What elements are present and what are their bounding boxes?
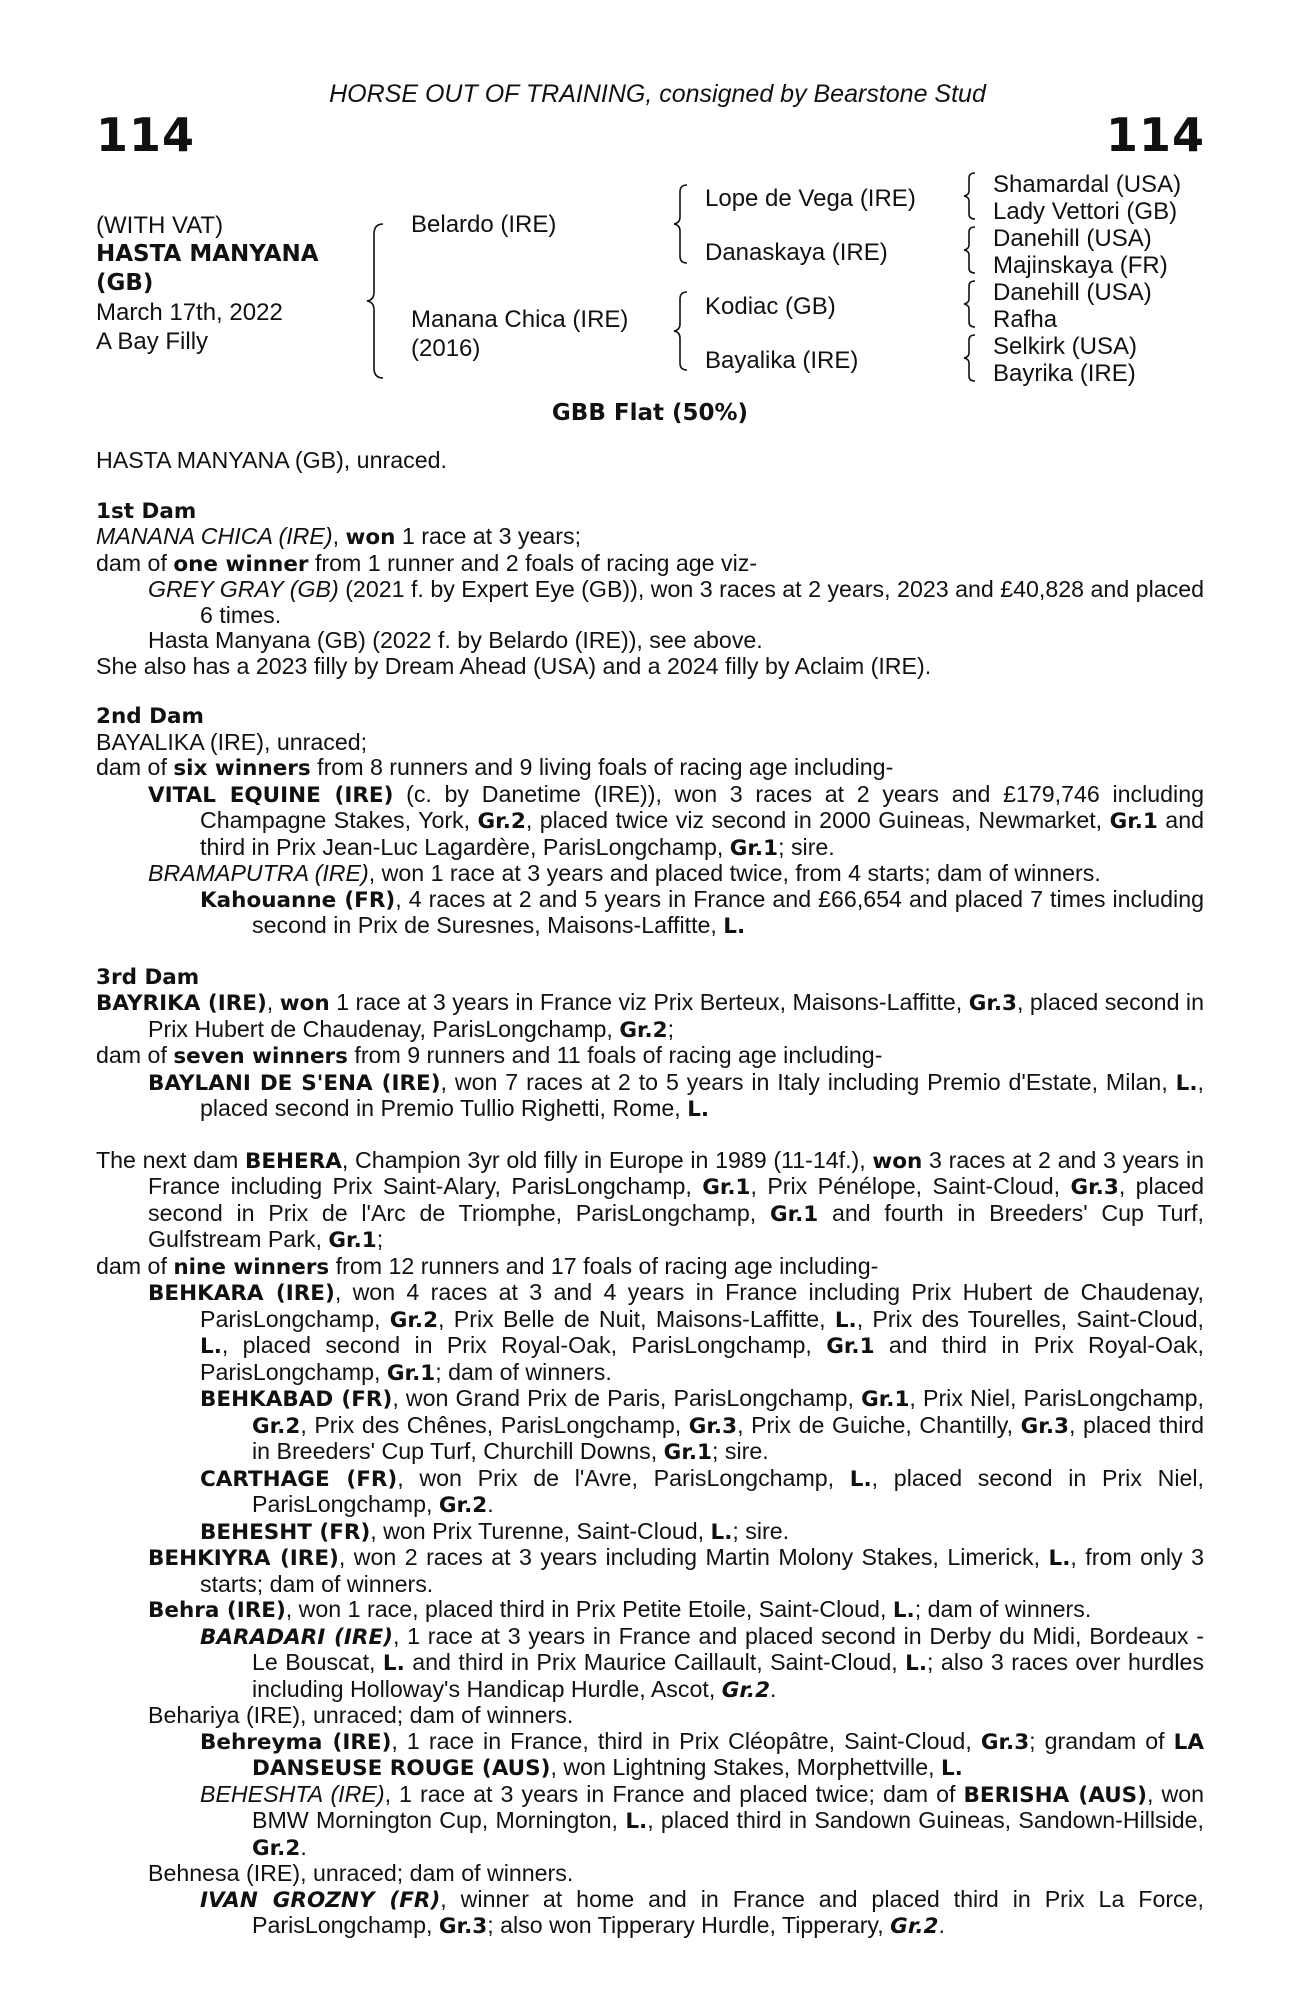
sire-sire: Lope de Vega (IRE) <box>705 185 916 212</box>
second-dam-heading: 2nd Dam <box>96 704 204 729</box>
gbb-flat-note: GBB Flat (50%) <box>551 400 749 426</box>
dam-sire-dam: Rafha <box>993 306 1058 333</box>
produce-behkiyra: BEHKIYRA (IRE), won 2 races at 3 years including Martin Molony Stakes, Limerick, L., from only 3 starts; dam of winners. <box>148 1544 1204 1597</box>
third-dam-produce: dam of seven winners from 9 runners and 11 foals of racing age including- <box>96 1042 883 1069</box>
horse-country: (GB) <box>96 270 154 296</box>
produce-behnesa: Behnesa (IRE), unraced; dam of winners. <box>148 1860 574 1886</box>
sire: Belardo (IRE) <box>411 211 557 238</box>
catalogue-body <box>96 448 1204 1940</box>
produce-vital-equine: VITAL EQUINE (IRE) (c. by Danetime (IRE)), won 3 races at 2 years and £179,746 including Champagne Stakes, York, Gr.2, placed twice viz second in 2000 Guineas, Newmarket, Gr.1 and third in Prix Jean-Luc Lagardère, ParisLongchamp, Gr.1; sire. <box>148 780 1204 861</box>
first-dam-heading: 1st Dam <box>96 498 197 524</box>
pedigree-brace-6 <box>962 279 980 329</box>
pedigree-brace-3 <box>672 290 692 372</box>
produce-ivan-grozny: IVAN GROZNY (FR), winner at home and in France and placed third in Prix La Force, ParisLongchamp, Gr.3; also won Tipperary Hurdle, Tipperary, Gr.2. <box>200 1885 1204 1939</box>
vat-note: (WITH VAT) <box>96 212 224 239</box>
produce-behra: Behra (IRE), won 1 race, placed third in Prix Petite Etoile, Saint-Cloud, L.; dam of winners. <box>148 1596 1092 1623</box>
produce-baylani: BAYLANI DE S'ENA (IRE), won 7 races at 2 to 5 years in Italy including Premio d'Estate, Milan, L., placed second in Premio Tullio Righetti, Rome, L. <box>148 1068 1204 1122</box>
third-dam-summary: BAYRIKA (IRE), won 1 race at 3 years in France viz Prix Berteux, Maisons-Laffitte, Gr.3, placed second in Prix Hubert de Chaudenay, ParisLongchamp, Gr.2; <box>96 989 1204 1043</box>
second-dam-summary: BAYALIKA (IRE), unraced; <box>96 728 368 755</box>
produce-grey-gray: GREY GRAY (GB) (2021 f. by Expert Eye (GB)), won 3 races at 2 years, 2023 and £40,828 and placed 6 times. <box>148 576 1205 628</box>
dam-sire: Kodiac (GB) <box>705 293 836 320</box>
pedigree-brace-7 <box>962 333 980 383</box>
third-dam-heading: 3rd Dam <box>96 964 200 990</box>
first-dam-summary: MANANA CHICA (IRE), won 1 race at 3 years; <box>96 523 582 550</box>
dam-dam-sire: Selkirk (USA) <box>993 333 1138 360</box>
lot-number-right: 114 <box>1105 108 1205 162</box>
consignment-line: HORSE OUT OF TRAINING, consigned by Bearstone Stud <box>329 80 986 108</box>
second-dam-produce: dam of six winners from 8 runners and 9 living foals of racing age including- <box>96 754 894 781</box>
dam-sire-sire: Danehill (USA) <box>993 279 1152 306</box>
produce-bramaputra: BRAMAPUTRA (IRE), won 1 race at 3 years and placed twice, from 4 starts; dam of winners. <box>148 860 1101 886</box>
sire-sire-dam: Lady Vettori (GB) <box>993 198 1178 225</box>
dam-year: (2016) <box>411 335 481 362</box>
dam-dam-dam: Bayrika (IRE) <box>993 360 1136 387</box>
produce-baradari: BARADARI (IRE), 1 race at 3 years in France and placed second in Derby du Midi, Bordeaux - Le Bouscat, L. and third in Prix Maurice Caillault, Saint-Cloud, L.; also 3 races over hurdles including Holloway's Handicap Hurdle, Ascot, Gr.2. <box>200 1622 1205 1703</box>
horse-details <box>96 211 319 356</box>
produce-behariya: Behariya (IRE), unraced; dam of winners. <box>148 1702 574 1728</box>
first-dam-produce: dam of one winner from 1 runner and 2 foals of racing age viz- <box>96 549 758 577</box>
produce-hasta-manyana: Hasta Manyana (GB) (2022 f. by Belardo (IRE)), see above. <box>148 627 763 653</box>
pedigree-brace-2 <box>672 183 692 265</box>
produce-beheshta: BEHESHTA (IRE), 1 race at 3 years in France and placed twice; dam of BERISHA (AUS), won BMW Mornington Cup, Mornington, L., placed third in Sandown Guineas, Sandown-Hillside, Gr.2. <box>200 1780 1204 1861</box>
next-dam-produce: dam of nine winners from 12 runners and 17 foals of racing age including- <box>96 1252 879 1280</box>
horse-description: A Bay Filly <box>96 328 209 355</box>
first-dam-later-foals: She also has a 2023 filly by Dream Ahead (USA) and a 2024 filly by Aclaim (IRE). <box>96 652 932 679</box>
dam: Manana Chica (IRE) <box>411 306 629 333</box>
produce-behkara: BEHKARA (IRE), won 4 races at 3 and 4 years in France including Prix Hubert de Chaudenay, ParisLongchamp, Gr.2, Prix Belle de Nuit, Maisons-Laffitte, L., Prix des Tourelles, Saint-Cloud, L., placed second in Prix Royal-Oak, ParisLongchamp, Gr.1 and third in Prix Royal-Oak, ParisLongchamp, Gr.1; dam of winners. <box>148 1279 1204 1386</box>
sire-sire-sire: Shamardal (USA) <box>993 171 1182 198</box>
sire-dam-dam: Majinskaya (FR) <box>993 252 1168 279</box>
lot-number-left: 114 <box>96 108 196 162</box>
horse-dob: March 17th, 2022 <box>96 299 283 326</box>
race-record-intro: HASTA MANYANA (GB), unraced. <box>96 447 447 473</box>
horse-name: HASTA MANYANA <box>96 241 319 267</box>
pedigree-brace-1 <box>365 222 389 380</box>
produce-behesht: BEHESHT (FR), won Prix Turenne, Saint-Cloud, L.; sire. <box>200 1517 790 1545</box>
next-dam-summary: The next dam BEHERA, Champion 3yr old filly in Europe in 1989 (11-14f.), won 3 races at 2 and 3 years in France including Prix Saint-Alary, ParisLongchamp, Gr.1, Prix Pénélope, Saint-Cloud, Gr.3, placed second in Prix de l'Arc de Triomphe, ParisLongchamp, Gr.1 and fourth in Breeders' Cup Turf, Gulfstream Park, Gr.1; <box>96 1146 1205 1253</box>
produce-carthage: CARTHAGE (FR), won Prix de l'Avre, ParisLongchamp, L., placed second in Prix Niel, ParisLongchamp, Gr.2. <box>200 1464 1204 1518</box>
produce-kahouanne: Kahouanne (FR), 4 races at 2 and 5 years in France and £66,654 and placed 7 times including second in Prix de Suresnes, Maisons-Laffitte, L. <box>200 885 1204 939</box>
dam-dam: Bayalika (IRE) <box>705 347 859 374</box>
pedigree-brace-4 <box>962 171 980 221</box>
produce-behreyma: Behreyma (IRE), 1 race in France, third in Prix Cléopâtre, Saint-Cloud, Gr.3; grandam of LA DANSEUSE ROUGE (AUS), won Lightning Stakes, Morphettville, L. <box>200 1727 1204 1781</box>
produce-behkabad: BEHKABAD (FR), won Grand Prix de Paris, ParisLongchamp, Gr.1, Prix Niel, ParisLongchamp, Gr.2, Prix des Chênes, ParisLongchamp, Gr.3, Prix de Guiche, Chantilly, Gr.3, placed third in Breeders' Cup Turf, Churchill Downs, Gr.1; sire. <box>200 1385 1205 1465</box>
sire-dam: Danaskaya (IRE) <box>705 239 888 266</box>
sire-dam-sire: Danehill (USA) <box>993 225 1152 252</box>
pedigree-brace-5 <box>962 225 980 275</box>
